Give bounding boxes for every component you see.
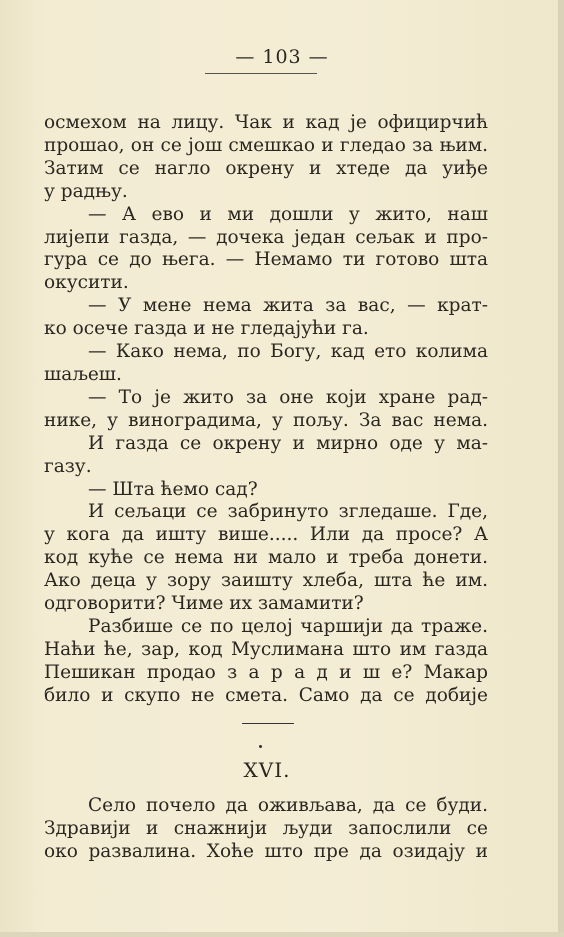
text-line: — Шта ћемо сад?: [88, 478, 258, 500]
text-line: И газда се окрену и мирно оде у ма-: [88, 432, 488, 454]
text-line: Наћи ће, зар, код Муслимана што им газда: [44, 638, 488, 660]
text-line: окусити.: [44, 272, 129, 294]
page-number-underline: [205, 73, 317, 74]
text-line: И сељаци се забринуто згледаше. Где,: [88, 501, 488, 523]
text-line: одговорити? Чиме их замамити?: [44, 593, 364, 615]
text-line: прошао, он се још смешкао и гледао за њим.: [44, 134, 488, 156]
section-separator-rule: [242, 723, 294, 724]
text-line: шаљеш.: [44, 363, 122, 385]
text-line: газу.: [44, 455, 92, 477]
text-line: Разбише се по целој чаршији да траже.: [88, 615, 488, 637]
text-line: Село почело да оживљава, да се буди.: [88, 795, 488, 816]
text-line: — Како нема, по Богу, кад ето колима: [88, 341, 488, 363]
text-line: — А ево и ми дошли у жито, наш: [88, 203, 488, 225]
text-line: у радњу.: [44, 180, 128, 202]
page-bottom-edge: [0, 932, 564, 937]
text-line: — У мене нема жита за вас, — крат-: [88, 295, 488, 317]
text-line: — То је жито за оне који хране рад-: [88, 386, 488, 408]
text-line: ко осече газда и не гледајући га.: [44, 318, 369, 340]
page-number: — 103 —: [235, 46, 329, 68]
text-line: око развалина. Хоће што пре да озидају и: [44, 841, 488, 862]
text-line: Пешикан продао з а р а д и ш е? Макар: [44, 661, 488, 683]
text-line: било и скупо не смета. Само да се добије: [44, 684, 488, 706]
text-line: гура се до њега. — Немамо ти готово шта: [44, 249, 488, 271]
text-line: осмехом на лицу. Чак и кад је официрчић: [44, 112, 488, 133]
text-line: Ако деца у зору заишту хлеба, шта ће им.: [44, 570, 488, 592]
text-line: Затим се нагло окрену и хтеде да уиђе: [44, 157, 488, 179]
separator-dot: [259, 745, 262, 748]
text-block-main: [44, 112, 488, 708]
text-line: у кога да ишту више..... Или да просе? А: [44, 524, 488, 546]
text-line: Здравији и снажнији људи запослили се: [44, 818, 488, 839]
page-edge-shadow: [558, 0, 564, 937]
chapter-heading: XVI.: [243, 758, 291, 782]
text-block-chapter: [44, 794, 488, 863]
text-line: нике, у виноградима, у пољу. За вас нема.: [44, 409, 488, 431]
text-line: код куће се нема ни мало и треба донети.: [44, 547, 488, 569]
text-line: лијепи газда, — дочека један сељак и про-: [44, 226, 488, 248]
